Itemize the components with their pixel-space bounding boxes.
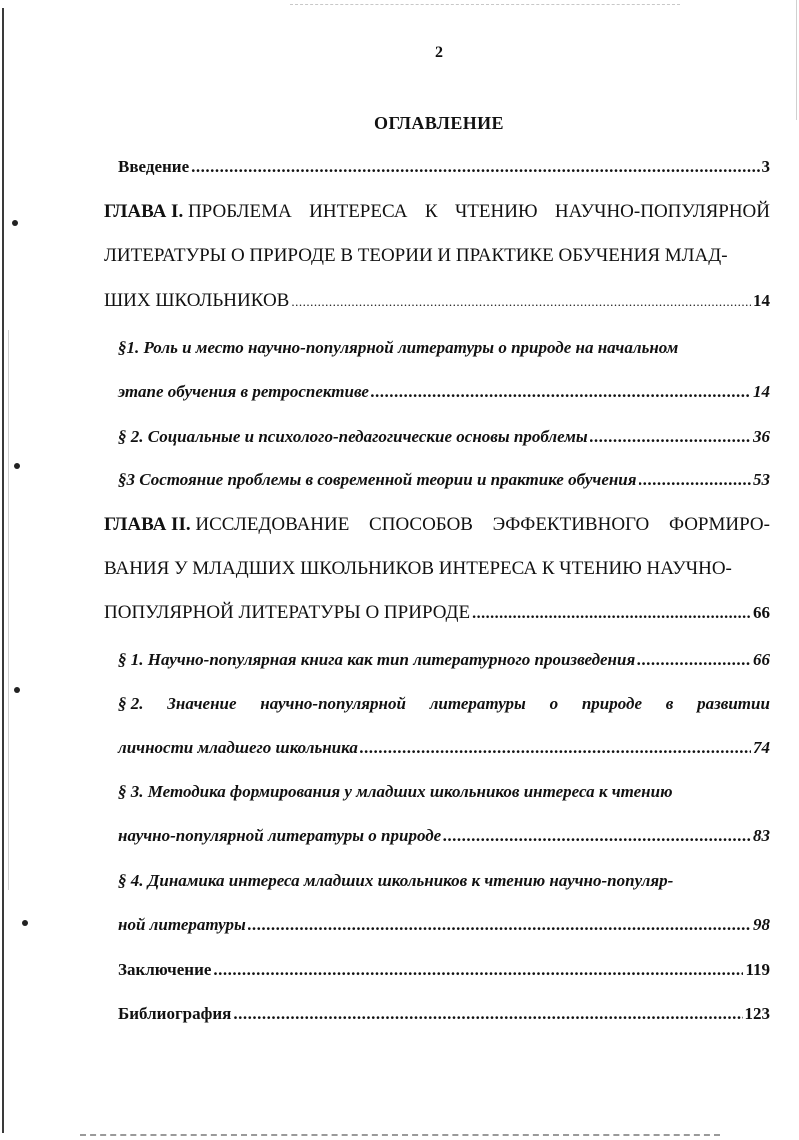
dot-leader xyxy=(291,290,751,314)
chapter1-heading-line3[interactable] xyxy=(104,289,770,314)
toc-entry-page: 83 xyxy=(753,826,770,845)
chapter1-heading-line2: ЛИТЕРАТУРЫ О ПРИРОДЕ В ТЕОРИИ И ПРАКТИКЕ ОБУЧЕНИЯ МЛАД- xyxy=(104,245,728,266)
dot-leader xyxy=(637,648,751,672)
toc-entry-label: § 1. Научно-популярная книга как тип литературного произведения xyxy=(118,650,636,669)
section-word: научно-популярной xyxy=(260,694,406,713)
toc-entry-label: §3 Состояние проблемы в современной теории и практике обучения xyxy=(118,470,637,489)
scan-artifact-top xyxy=(290,4,680,5)
section-word: литературы xyxy=(429,694,526,713)
section-word: природе xyxy=(581,694,642,713)
dot-leader xyxy=(443,824,751,848)
section-1-3[interactable] xyxy=(118,468,770,492)
toc-entry-page: 3 xyxy=(761,157,770,176)
chapter2-word: ГЛАВА II. ИССЛЕДОВАНИЕ xyxy=(104,514,350,535)
margin-mark xyxy=(22,920,28,926)
chapter1-word: ИНТЕРЕСА xyxy=(309,201,408,222)
toc-entry-page: 53 xyxy=(753,470,770,489)
chapter2-heading-line1[interactable] xyxy=(104,513,770,537)
dot-leader xyxy=(248,913,751,937)
dot-leader xyxy=(360,736,751,760)
toc-entry-label: ной литературы xyxy=(118,915,246,934)
scan-artifact-bottom xyxy=(80,1134,720,1136)
toc-entry-page: 66 xyxy=(753,603,770,622)
toc-entry-page: 14 xyxy=(753,291,770,310)
dot-leader xyxy=(191,155,759,179)
margin-mark xyxy=(14,463,20,469)
toc-entry-label: научно-популярной литературы о природе xyxy=(118,826,442,845)
binding-edge-shadow xyxy=(8,330,9,890)
chapter1-word: ЧТЕНИЮ xyxy=(454,201,538,222)
toc-entry-page: 36 xyxy=(753,427,770,446)
toc-entry-page: 74 xyxy=(753,738,770,757)
chapter1-word: К xyxy=(424,201,438,222)
section-2-2-line2[interactable] xyxy=(118,736,770,760)
dot-leader xyxy=(590,425,751,449)
chapter2-word: СПОСОБОВ xyxy=(369,514,473,535)
toc-entry-page: 98 xyxy=(753,915,770,934)
chapter1-heading-line1[interactable] xyxy=(104,200,770,224)
section-word: в xyxy=(665,694,674,713)
section-1-1-line2[interactable] xyxy=(118,380,770,404)
section-2-4-line1[interactable]: § 4. Динамика интереса младших школьников к чтению научно-популяр- xyxy=(118,871,674,890)
toc-entry-page: 66 xyxy=(753,650,770,669)
toc-entry-label: этапе обучения в ретроспективе xyxy=(118,382,369,401)
toc-title: ОГЛАВЛЕНИЕ xyxy=(374,113,504,133)
binding-edge-line xyxy=(2,8,4,1133)
toc-entry-label: Заключение xyxy=(118,960,212,979)
toc-entry-page: 123 xyxy=(744,1004,770,1023)
chapter2-word: ЭФФЕКТИВНОГО xyxy=(492,514,650,535)
toc-entry-page: 119 xyxy=(745,960,770,979)
toc-entry-label: § 2. Социальные и психолого-педагогические основы проблемы xyxy=(118,427,588,446)
dot-leader xyxy=(472,602,751,626)
section-word: Значение xyxy=(167,694,237,713)
toc-entry-label: ШИХ ШКОЛЬНИКОВ xyxy=(104,290,290,311)
toc-entry-label: Библиография xyxy=(118,1004,232,1023)
section-word: § 2. xyxy=(118,694,144,713)
toc-entry-label: Введение xyxy=(118,157,190,176)
dot-leader xyxy=(639,468,751,492)
dot-leader xyxy=(213,958,743,982)
toc-entry-page: 14 xyxy=(753,382,770,401)
toc-entry-bibliography[interactable] xyxy=(118,1002,770,1026)
section-word: развитии xyxy=(697,694,770,713)
page-number: 2 xyxy=(435,44,443,61)
chapter2-heading-line3[interactable] xyxy=(104,601,770,626)
margin-mark xyxy=(12,220,18,226)
section-2-3-line1[interactable]: § 3. Методика формирования у младших школьников интереса к чтению xyxy=(118,782,673,801)
section-1-1-line1[interactable]: §1. Роль и место научно-популярной литературы о природе на начальном xyxy=(118,338,679,357)
toc-entry-intro[interactable] xyxy=(118,155,770,179)
section-word: о xyxy=(549,694,559,713)
section-1-2[interactable] xyxy=(118,425,770,449)
margin-mark xyxy=(14,687,20,693)
chapter1-word: НАУЧНО-ПОПУЛЯРНОЙ xyxy=(554,201,770,222)
toc-entry-conclusion[interactable] xyxy=(118,958,770,982)
toc-entry-label: личности младшего школьника xyxy=(118,738,358,757)
chapter2-heading-line2: ВАНИЯ У МЛАДШИХ ШКОЛЬНИКОВ ИНТЕРЕСА К ЧТЕНИЮ НАУЧНО- xyxy=(104,558,732,579)
chapter1-word: ГЛАВА I. ПРОБЛЕМА xyxy=(104,201,292,222)
chapter2-word: ФОРМИРО- xyxy=(668,514,770,535)
toc-entry-label: ПОПУЛЯРНОЙ ЛИТЕРАТУРЫ О ПРИРОДЕ xyxy=(104,602,471,623)
section-2-2-line1[interactable] xyxy=(118,692,770,716)
dot-leader xyxy=(371,380,751,404)
section-2-4-line2[interactable] xyxy=(118,913,770,937)
section-2-1[interactable] xyxy=(118,648,770,672)
section-2-3-line2[interactable] xyxy=(118,824,770,848)
dot-leader xyxy=(233,1002,742,1026)
